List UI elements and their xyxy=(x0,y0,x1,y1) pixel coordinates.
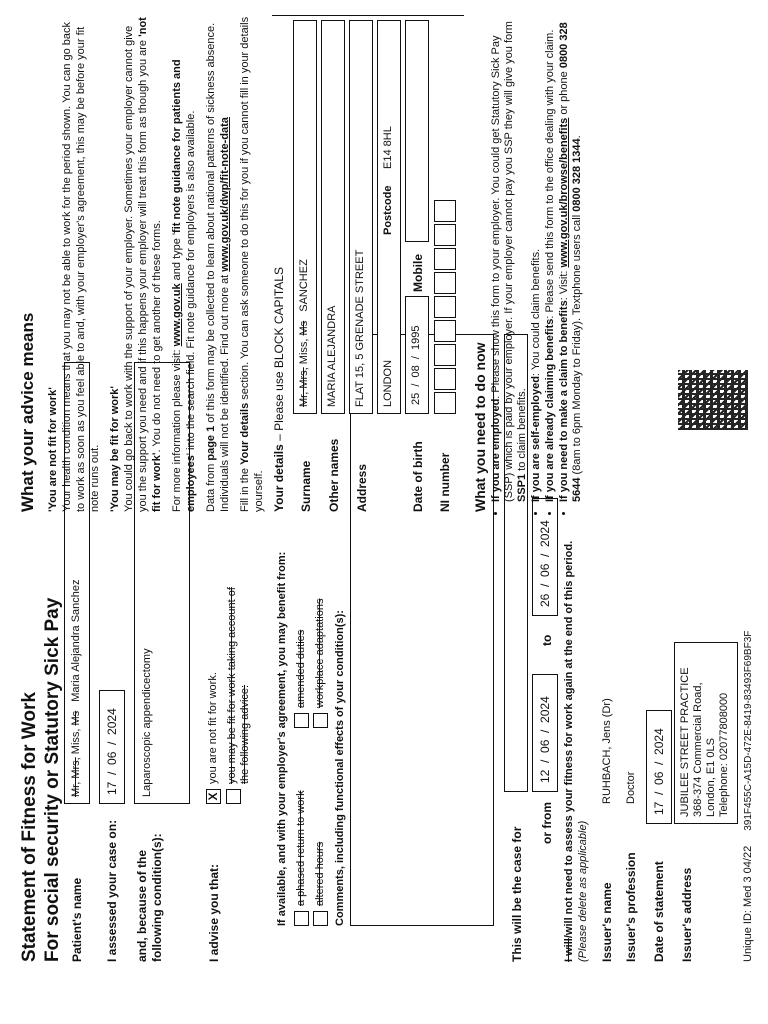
phased-return-checkbox[interactable] xyxy=(294,911,309,926)
unique-id-text: Unique ID: Med 3 04/22 xyxy=(742,845,754,962)
ni-box[interactable] xyxy=(434,392,456,414)
patient-name-value: Maria Alejandra Sanchez xyxy=(70,579,82,702)
issuer-address-label: Issuer's address xyxy=(680,867,694,962)
amended-duties-checkbox[interactable] xyxy=(294,713,309,728)
dob-label: Date of birth xyxy=(411,441,425,512)
assessed-date-field[interactable]: 17 / 06 / 2024 xyxy=(99,690,125,804)
statement-year: 2024 xyxy=(652,728,666,755)
surname-title-struck-ms: Ms xyxy=(298,320,310,336)
govuk-link[interactable]: www.gov.uk xyxy=(171,283,183,347)
advice-section xyxy=(46,12,266,512)
benefits-link[interactable]: www.gov.uk/browse/benefits xyxy=(558,117,570,268)
fill-in-text: Fill in the Your details section. You can ask someone to do this for you if you cannot fill in your details yourself. xyxy=(239,16,265,512)
postcode-value: E14 8HL xyxy=(382,126,394,169)
dob-day: 25 xyxy=(410,392,422,405)
patient-title: Miss, xyxy=(70,725,82,758)
may-be-fit-text: you may be fit for work taking account of the following advice: xyxy=(226,587,251,784)
from-year: 2024 xyxy=(538,696,552,723)
surname-title-struck: Mr, Mrs, xyxy=(298,367,310,407)
issuer-address-line1: JUBILEE STREET PRACTICE xyxy=(679,667,691,817)
to-year: 2024 xyxy=(538,520,552,547)
from-day: 12 xyxy=(538,769,552,783)
todo-heading: What you need to do now xyxy=(472,342,488,512)
not-fit-explanation: Your health condition means that you may not be able to work for the period shown. You can go back to work as soon as you feel able to and, with your employer's agreement, this may be before your fit note runs out. xyxy=(61,21,101,512)
textphone-number: 0800 328 1344 xyxy=(571,138,583,212)
assessed-year: 2024 xyxy=(105,708,119,735)
may-be-fit-heading: 'You may be fit for work' xyxy=(109,385,121,512)
assessed-label: I assessed your case on: xyxy=(105,819,119,962)
issuer-address-line3: London, E1 0LS xyxy=(705,738,717,817)
postcode-label: Postcode xyxy=(382,185,394,235)
ni-box[interactable] xyxy=(434,296,456,318)
not-fit-checkbox[interactable]: X xyxy=(206,789,221,804)
ni-box[interactable] xyxy=(434,344,456,366)
patients-name-label: Patient's name xyxy=(70,877,84,962)
because-label: and, because of the following condition(s): xyxy=(135,833,164,962)
todo-claiming: • If you are already claiming benefits: Please send this form to the office dealing with your claim. xyxy=(544,12,557,502)
ni-box[interactable] xyxy=(434,272,456,294)
to-date-field[interactable]: 26 / 06 / 2024 xyxy=(532,498,558,616)
statement-day: 17 xyxy=(652,801,666,815)
phased-return-label: a phased return to work xyxy=(295,790,307,906)
ni-box[interactable] xyxy=(434,224,456,246)
workplace-adaptations-checkbox[interactable] xyxy=(313,713,328,728)
todo-self-employed: • If you are self-employed: You could claim benefits. xyxy=(530,12,543,502)
condition-value: Laparoscopic appendicectomy xyxy=(141,648,153,797)
surname-field[interactable] xyxy=(293,20,317,414)
statement-month: 06 xyxy=(652,771,666,785)
altered-hours-checkbox[interactable] xyxy=(313,911,328,926)
comments-label: Comments, including functional effects of your condition(s): xyxy=(334,610,346,926)
dob-month: 08 xyxy=(410,365,422,378)
address-line1-value: FLAT 15, 5 GRENADE STREET xyxy=(354,249,366,407)
not-fit-heading: 'You are not fit for work' xyxy=(47,387,59,512)
patient-title-struck-ms: Ms xyxy=(70,710,82,726)
issuer-address-line2: 368-374 Commercial Road, xyxy=(692,682,704,817)
address-line1-field[interactable] xyxy=(349,20,373,414)
phone-number: 0800 328 5644 xyxy=(558,22,583,502)
to-label: to xyxy=(540,634,554,646)
ni-box[interactable] xyxy=(434,248,456,270)
to-month: 06 xyxy=(538,563,552,577)
altered-hours-label: altered hours xyxy=(314,841,326,906)
workplace-adaptations-label: workplace adaptations xyxy=(314,598,326,708)
reassess-statement xyxy=(563,541,575,962)
issuer-address-line4: Telephone: 02077808000 xyxy=(718,692,730,817)
assessed-day: 17 xyxy=(105,781,119,795)
issuer-address-field[interactable] xyxy=(674,642,738,824)
form-title xyxy=(18,598,64,962)
surname-title: Miss, xyxy=(298,335,310,368)
more-info-text: For more information please visit: www.gov.uk and type 'fit note guidance for patients and employees' into the search field. Fit note guidance for employers is also available. xyxy=(171,59,197,512)
form-title-line2: For social security or Statutory Sick Pay xyxy=(42,597,63,962)
other-names-field[interactable] xyxy=(321,20,345,414)
assessed-month: 06 xyxy=(105,751,119,765)
will-struck: I will xyxy=(563,938,575,962)
address-label: Address xyxy=(355,463,369,512)
ni-box[interactable] xyxy=(434,320,456,342)
will-not-text: /will not need to assess your fitness for work again at the end of this period. xyxy=(563,540,575,939)
ni-number-label: NI number xyxy=(438,452,452,512)
may-be-fit-checkbox[interactable] xyxy=(226,789,241,804)
address-line2-value: LONDON xyxy=(382,359,394,407)
or-from-label: or from xyxy=(540,802,554,844)
surname-label: Surname xyxy=(299,460,313,512)
other-names-label: Other names xyxy=(327,438,341,512)
delete-note: (Please delete as applicable) xyxy=(577,820,589,962)
unique-id xyxy=(742,631,754,962)
surname-value: SANCHEZ xyxy=(298,259,310,312)
address-line2-field[interactable] xyxy=(377,20,401,414)
patient-title-struck: Mr, Mrs, xyxy=(70,757,82,797)
fit-note-data-link[interactable]: www.gov.uk/dwp/fit-note-data xyxy=(219,117,231,272)
form-title-line1: Statement of Fitness for Work xyxy=(19,692,40,962)
benefit-label: If available, and with your employer's agreement, you may benefit from: xyxy=(276,551,288,926)
ni-box[interactable] xyxy=(434,368,456,390)
issuer-profession-value: Doctor xyxy=(625,771,637,804)
details-divider xyxy=(272,15,464,16)
case-for-label: This will be the case for xyxy=(510,826,524,962)
amended-duties-label: amended duties xyxy=(295,629,307,708)
your-details-heading: Your details – Please use BLOCK CAPITALS xyxy=(272,267,286,512)
issuer-profession-label: Issuer's profession xyxy=(624,852,638,962)
todo-new-claim: • If you need to make a claim to benefits: Visit: www.gov.uk/browse/benefits or phone 0800 328 5644 (8am to 6pm Monday to Friday). Textphone users call 0800 328 1344. xyxy=(558,12,584,502)
mobile-label: Mobile xyxy=(411,254,425,292)
statement-date-label: Date of statement xyxy=(652,861,666,962)
dob-field[interactable]: 25 / 08 / 1995 xyxy=(405,296,429,414)
todo-list xyxy=(490,12,585,512)
may-be-fit-explanation: You could go back to work with the support of your employer. Sometimes your employer cannot give you the support you need and if this happens your employer will treat this form as though you are 'not fit for work'. You do not need to get another of these forms. xyxy=(123,17,163,512)
ni-box[interactable] xyxy=(434,200,456,222)
from-date-field[interactable]: 12 / 06 / 2024 xyxy=(532,674,558,792)
mobile-field[interactable] xyxy=(405,20,429,242)
todo-employed: • If you are employed: Please show this form to your employer. You could get Statutory Sick Pay (SSP) which is paid by your employer. If your employer cannot pay you SSP they will give you form SSP1 to claim benefits. xyxy=(490,12,529,502)
not-fit-text: you are not fit for work. xyxy=(207,672,219,784)
advise-label: I advise you that: xyxy=(207,863,221,962)
qr-code xyxy=(678,370,748,430)
issuer-name-label: Issuer's name xyxy=(600,882,614,962)
data-collection-text: Data from page 1 of this form may be collected to learn about national patterns of sickness absence. Individuals will not be identified. Find out more at www.gov.uk/dwp/fit-note-data xyxy=(205,22,231,512)
other-names-value: MARIA ALEJANDRA xyxy=(326,305,338,407)
to-day: 26 xyxy=(538,593,552,607)
dob-year: 1995 xyxy=(410,325,422,350)
serial-number: 391F455C-A15D-472E-8419-83493F69BF3F xyxy=(743,630,754,831)
advice-title: What your advice means xyxy=(18,312,37,512)
from-month: 06 xyxy=(538,739,552,753)
issuer-name-value: RUHBACH, Jens (Dr) xyxy=(601,698,613,804)
statement-date-field[interactable]: 17 / 06 / 2024 xyxy=(646,710,672,824)
